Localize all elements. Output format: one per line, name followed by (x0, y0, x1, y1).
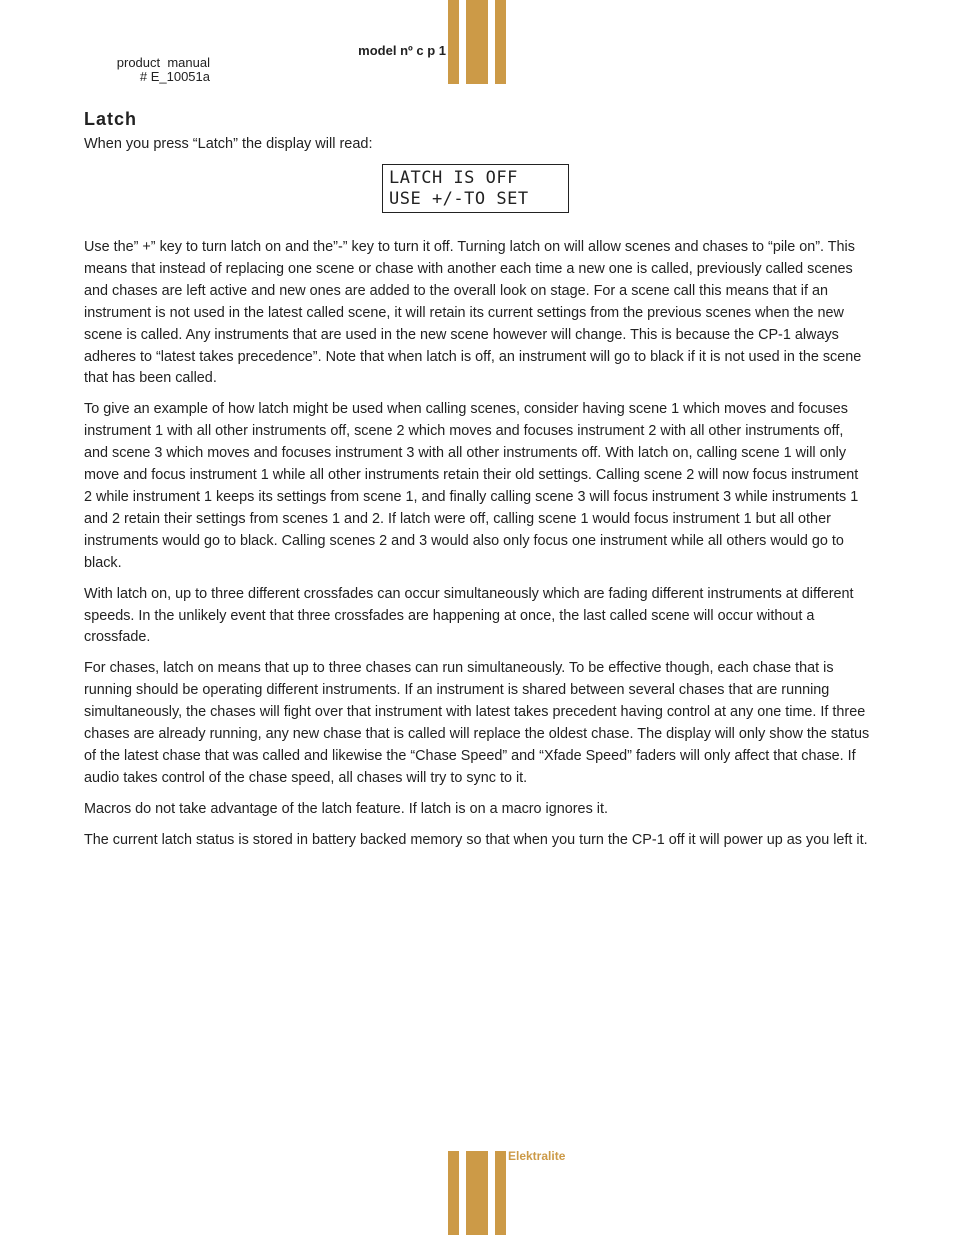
section-title: Latch (84, 109, 138, 129)
paragraph: For chases, latch on means that up to three chases can run simultaneously. To be effective though, each chase that is running should be operating different instruments. If an instrument is shared between several chases that are running simultaneously, the chases will fight over that instrument with latest takes precedent having control at any one time. If three chases are already running, any new chase that is called will replace the oldest chase. The display will only show the status of the latest chase that was called and likewise the “Chase Speed” and “Xfade Speed” faders will only affect that chase. If audio takes control of the chase speed, all chases will try to sync to it. (84, 660, 870, 786)
header-bar-2 (466, 0, 488, 84)
paragraph: The current latch status is stored in battery backed memory so that when you turn the CP-1 off it will power up as you left it. (84, 831, 868, 848)
body-text (84, 237, 870, 861)
lcd-line-1: LATCH IS OFF (389, 168, 518, 188)
footer-bar-2 (466, 1151, 488, 1235)
brand-name: Elektralite (508, 1149, 566, 1163)
paragraph: Macros do not take advantage of the latch feature. If latch is on a macro ignores it. (84, 800, 608, 817)
model-number: model nº c p 1 (358, 43, 446, 58)
doc-info (92, 56, 210, 84)
section-intro: When you press “Latch” the display will read: (84, 136, 373, 152)
header-bar-3 (495, 0, 506, 84)
footer-bar-1 (448, 1151, 459, 1235)
header-bar-1 (448, 0, 459, 84)
lcd-line-2: USE +/-TO SET (389, 189, 529, 209)
paragraph: With latch on, up to three different crossfades can occur simultaneously which are fading different instruments at different speeds. In the unlikely event that three crossfades are happening at once, the last called scene will occur without a crossfade. (84, 585, 854, 646)
doc-type: product manual (116, 55, 210, 70)
footer-bar-3 (495, 1151, 506, 1235)
paragraph: Use the” +” key to turn latch on and the”-” key to turn it off. Turning latch on will allow scenes and chases to “pile on”. This means that instead of replacing one scene or chase with another each time a new one is called, previously called scenes and chases are left active and new ones are added to the overall look on stage. For a scene call this means that if an instrument is not used in the latest called scene, it will retain its current settings from the previous scenes when the new scene is called. Any instruments that are used in the new scene however will change. This is because the CP-1 always adheres to “latest takes precedence”. Note that when latch is off, an instrument will go to black if it is not used in the scene that has been called. (84, 239, 862, 387)
doc-number: # E_10051a (139, 69, 210, 84)
paragraph: To give an example of how latch might be used when calling scenes, consider having scene 1 which moves and focuses instrument 1 with all other instruments off, scene 2 which moves and focuses instrument 2 with all other instruments off, and scene 3 which moves and focuses instrument 3 with all other instruments off. With latch on, calling scene 1 will only move and focus instrument 1 while all other instruments retain their old settings. Calling scene 2 will now focus instrument 2 while instrument 1 keeps its settings from scene 1, and finally calling scene 3 will focus instrument 3 while instruments 1 and 2 retain their settings from scenes 1 and 2. If latch were off, calling scene 1 would focus instrument 1 but all other instruments would go to black. Calling scenes 2 and 3 would also only focus one instrument while all others would go to black. (84, 401, 859, 571)
lcd-display (382, 164, 569, 213)
